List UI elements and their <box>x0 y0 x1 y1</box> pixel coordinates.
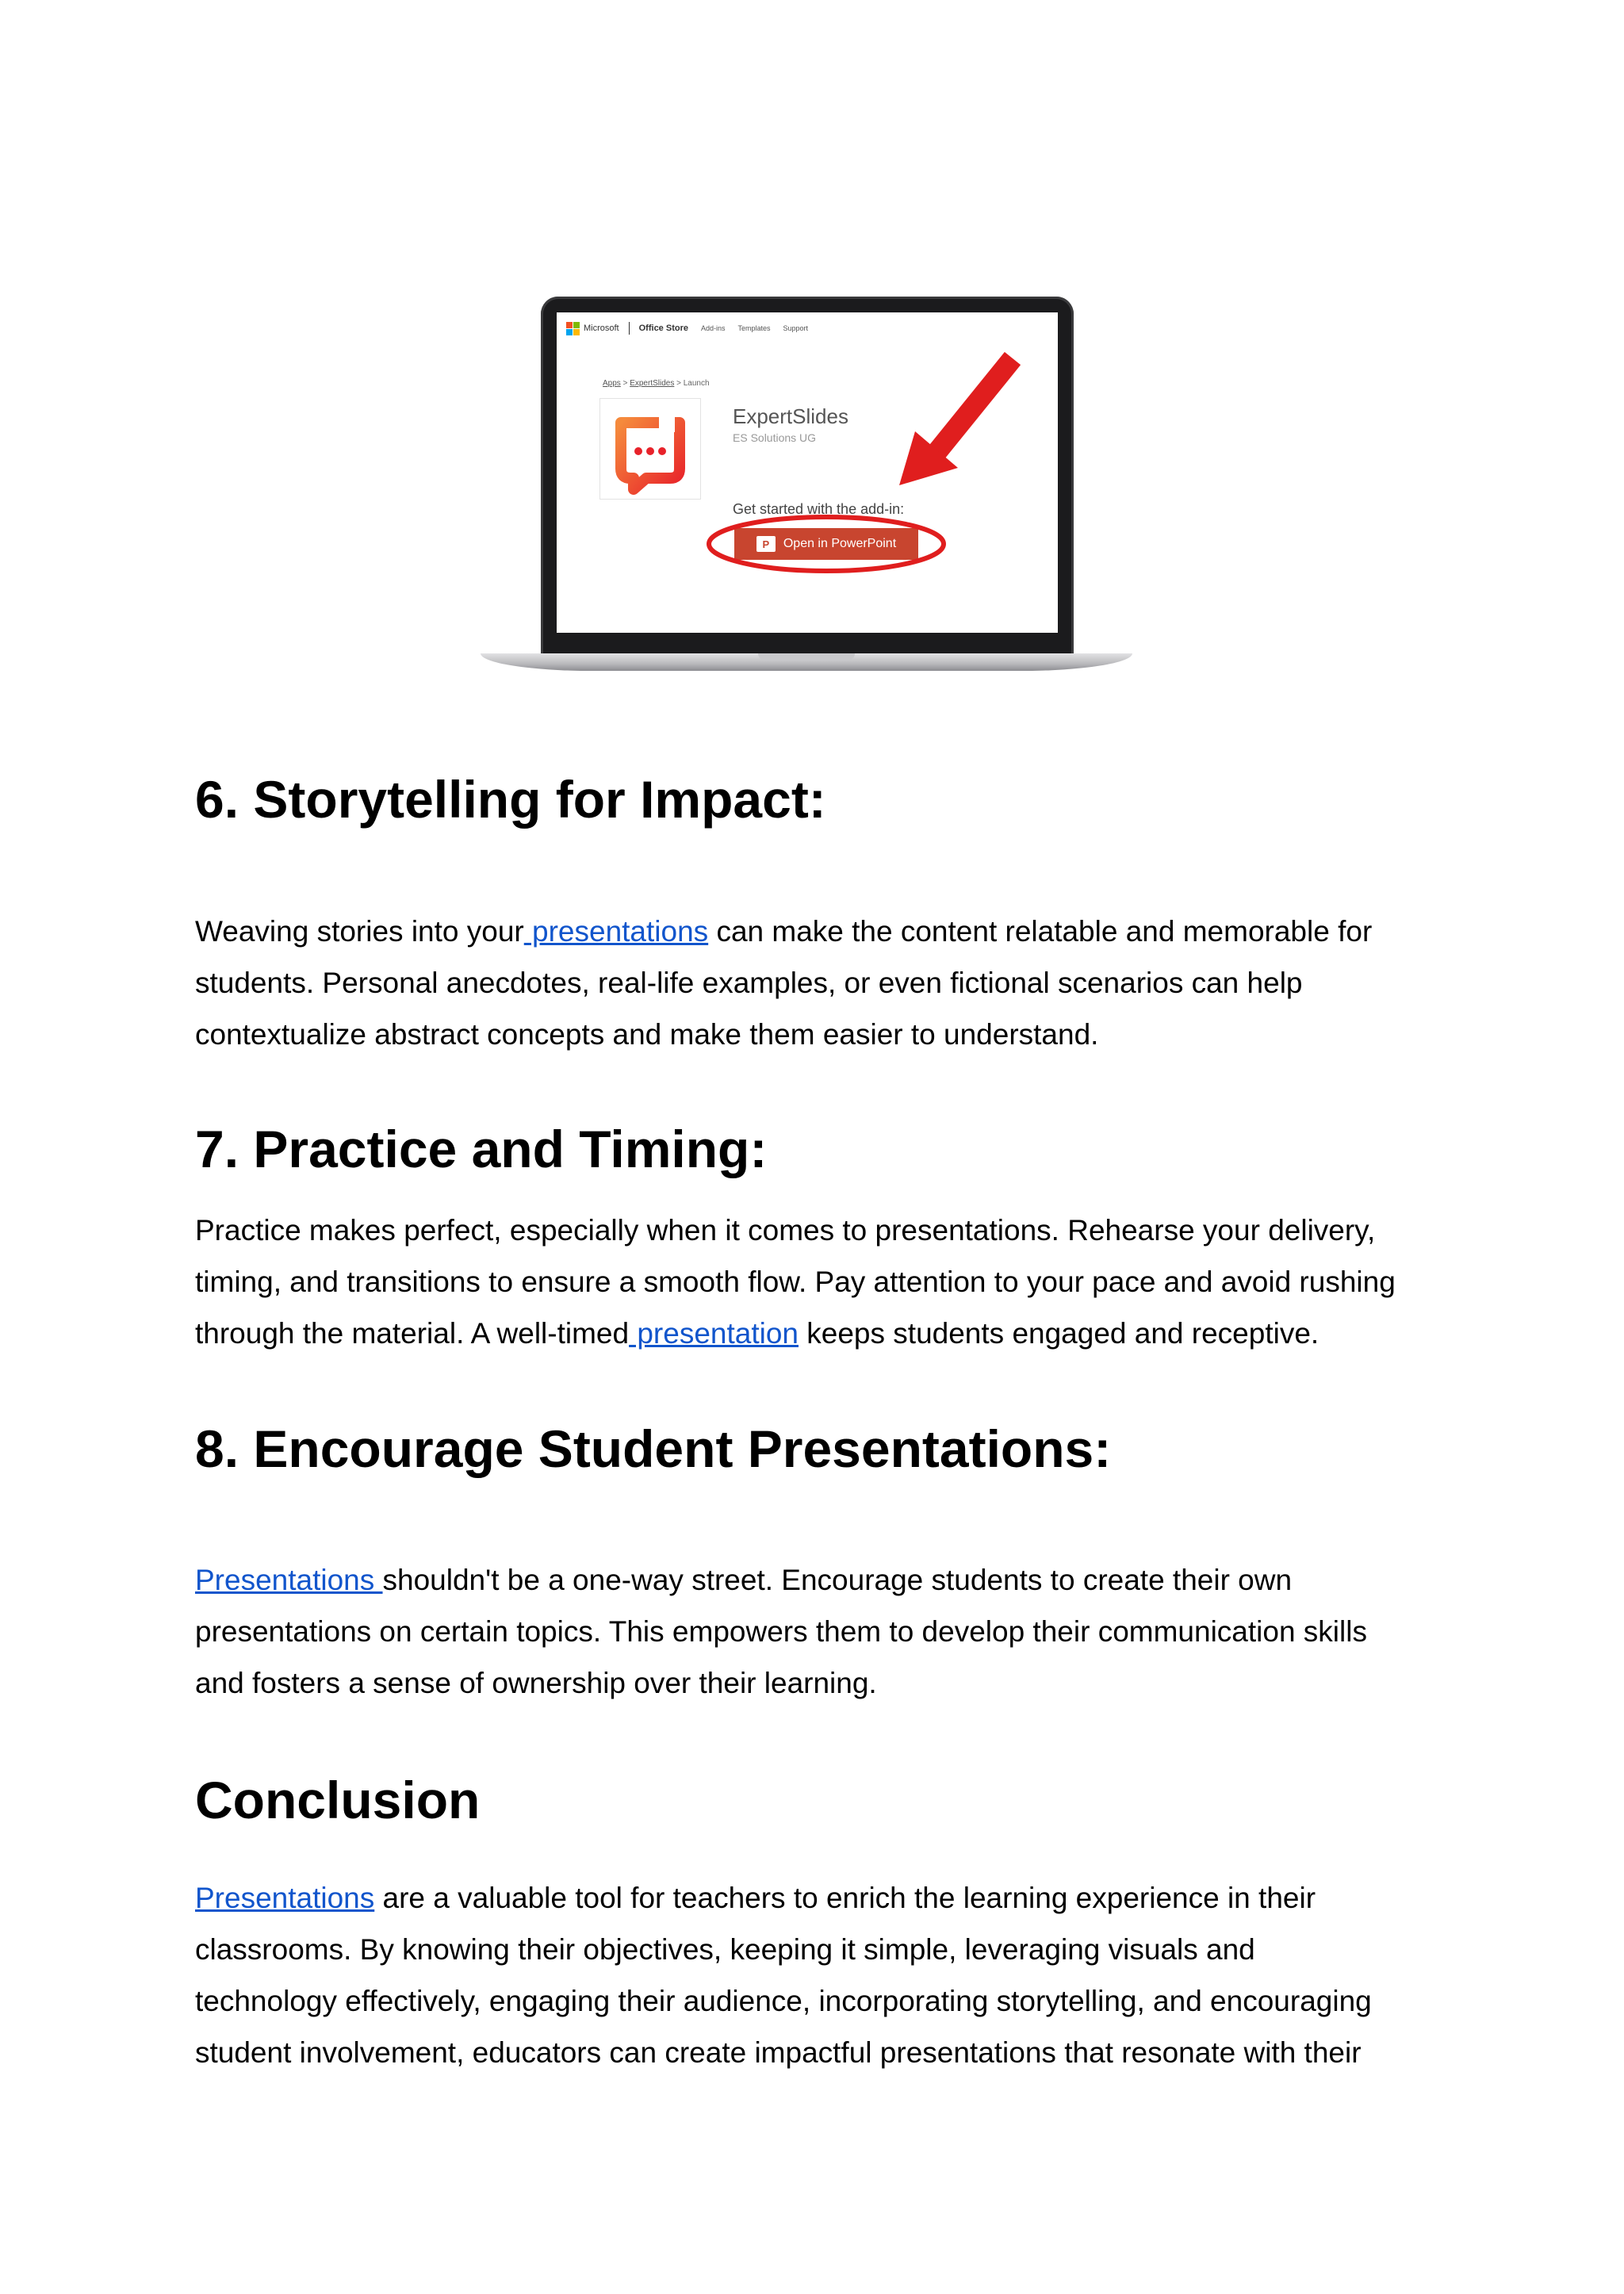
text-segment: are a valuable tool for teachers to enrich the learning experience in their <box>374 1882 1316 1914</box>
annotation-overlay <box>557 312 1058 633</box>
heading-practice-timing: 7. Practice and Timing: <box>195 1120 768 1178</box>
app-name: ExpertSlides <box>733 404 848 428</box>
nav-brand: Microsoft <box>584 324 619 333</box>
text-line: timing, and transitions to ensure a smooth flow. Pay attention to your pace and avoid rushing <box>195 1266 1396 1298</box>
laptop-screenshot-image <box>481 297 1132 693</box>
text-line: and fosters a sense of ownership over their learning. <box>195 1667 877 1699</box>
laptop-notch <box>758 653 855 661</box>
text-line: contextualize abstract concepts and make them easier to understand. <box>195 1018 1099 1051</box>
heading-conclusion: Conclusion <box>195 1771 481 1829</box>
red-circle-annotation <box>709 517 944 571</box>
text-segment: shouldn't be a one-way street. Encourage students to create their own <box>382 1564 1293 1596</box>
presentations-link[interactable]: Presentations <box>195 1564 383 1596</box>
laptop-lid <box>541 297 1074 658</box>
breadcrumb-sep: > <box>622 379 628 388</box>
powerpoint-icon: P <box>756 536 776 552</box>
presentation-link[interactable]: presentation <box>629 1317 799 1350</box>
heading-student-presentations: 8. Encourage Student Presentations: <box>195 1419 1112 1478</box>
breadcrumb-launch: > Launch <box>676 379 710 388</box>
text-line: classrooms. By knowing their objectives, keeping it simple, leveraging visuals and <box>195 1933 1255 1966</box>
paragraph-conclusion <box>195 1872 1432 2078</box>
nav-link-add-ins: Add-ins <box>700 324 726 332</box>
paragraph-practice-timing <box>195 1204 1432 1359</box>
breadcrumb-expertslides: ExpertSlides <box>630 379 675 388</box>
nav-store: Office Store <box>638 324 688 333</box>
paragraph-storytelling <box>195 906 1432 1060</box>
text-line: student involvement, educators can create impactful presentations that resonate with their <box>195 2036 1362 2069</box>
text-segment: through the material. A well-timed <box>195 1317 630 1350</box>
text-line: Practice makes perfect, especially when it comes to presentations. Rehearse your delivery, <box>195 1214 1376 1247</box>
text-segment: keeps students engaged and receptive. <box>799 1317 1320 1350</box>
nav-link-templates: Templates <box>737 324 771 332</box>
open-button-label: Open in PowerPoint <box>783 537 897 550</box>
nav-link-support: Support <box>783 324 809 332</box>
heading-storytelling: 6. Storytelling for Impact: <box>195 770 826 829</box>
get-started-text: Get started with the add-in: <box>733 501 905 517</box>
text-line: technology effectively, engaging their audience, incorporating storytelling, and encouraging <box>195 1985 1372 2017</box>
app-vendor: ES Solutions UG <box>733 431 817 444</box>
red-arrow-icon <box>899 358 1013 485</box>
presentations-link[interactable]: Presentations <box>195 1882 375 1914</box>
paragraph-student-presentations <box>195 1554 1432 1709</box>
presentations-link[interactable]: presentations <box>523 915 709 948</box>
text-line: presentations on certain topics. This empowers them to develop their communication skills <box>195 1615 1367 1648</box>
text-line: students. Personal anecdotes, real-life examples, or even fictional scenarios can help <box>195 967 1303 999</box>
laptop-screen <box>557 312 1058 633</box>
breadcrumb-apps: Apps <box>603 379 621 388</box>
text-segment: can make the content relatable and memorable for <box>708 915 1373 948</box>
text-segment: Weaving stories into your <box>195 915 524 948</box>
